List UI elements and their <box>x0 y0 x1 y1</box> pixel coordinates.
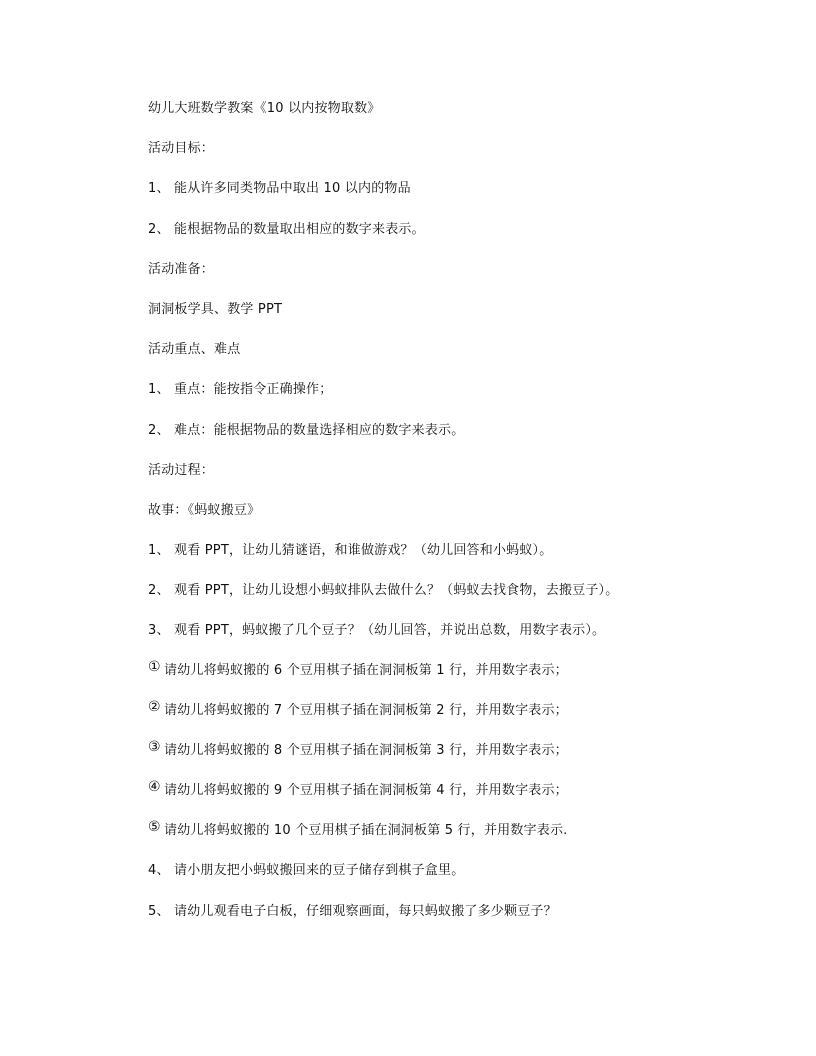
substep-text: 请幼儿将蚂蚁搬的 10 个豆用棋子插在洞洞板第 5 行，并用数字表示. <box>164 823 568 838</box>
process-step: 4、 请小朋友把小蚂蚁搬回来的豆子储存到棋子盒里。 <box>148 863 465 878</box>
process-heading: 活动过程： <box>148 463 215 478</box>
focus-item: 2、 难点：能根据物品的数量选择相应的数字来表示。 <box>148 423 465 438</box>
objective-item: 1、 能从许多同类物品中取出 10 以内的物品 <box>148 181 411 196</box>
circled-number-1: ① <box>148 659 161 675</box>
process-step: 2、 观看 PPT，让幼儿设想小蚂蚁排队去做什么？（蚂蚁去找食物，去搬豆子）。 <box>148 583 619 598</box>
substep-text: 请幼儿将蚂蚁搬的 8 个豆用棋子插在洞洞板第 3 行，并用数字表示； <box>164 743 568 758</box>
objectives-heading: 活动目标： <box>148 141 215 156</box>
process-step: 5、 请幼儿观看电子白板，仔细观察画面，每只蚂蚁搬了多少颗豆子？ <box>148 904 557 919</box>
substep-text: 请幼儿将蚂蚁搬的 6 个豆用棋子插在洞洞板第 1 行，并用数字表示； <box>164 663 568 678</box>
circled-number-3: ③ <box>148 739 161 755</box>
process-step: 1、 观看 PPT，让幼儿猜谜语，和谁做游戏？（幼儿回答和小蚂蚁）。 <box>148 543 553 558</box>
circled-number-2: ② <box>148 699 161 715</box>
preparation-heading: 活动准备： <box>148 262 215 277</box>
preparation-text: 洞洞板学具、教学 PPT <box>148 302 283 317</box>
objective-item: 2、 能根据物品的数量取出相应的数字来表示。 <box>148 222 425 237</box>
circled-number-5: ⑤ <box>148 819 161 835</box>
focus-heading: 活动重点、难点 <box>148 342 241 357</box>
process-step: 3、 观看 PPT，蚂蚁搬了几个豆子？（幼儿回答，并说出总数，用数字表示）。 <box>148 623 606 638</box>
focus-item: 1、 重点：能按指令正确操作； <box>148 382 333 397</box>
circled-number-4: ④ <box>148 779 161 795</box>
story-title: 故事：《蚂蚁搬豆》 <box>148 503 261 518</box>
substep-text: 请幼儿将蚂蚁搬的 7 个豆用棋子插在洞洞板第 2 行，并用数字表示； <box>164 703 568 718</box>
document-title: 幼儿大班数学教案《10 以内按物取数》 <box>148 101 381 116</box>
substep-text: 请幼儿将蚂蚁搬的 9 个豆用棋子插在洞洞板第 4 行，并用数字表示； <box>164 783 568 798</box>
